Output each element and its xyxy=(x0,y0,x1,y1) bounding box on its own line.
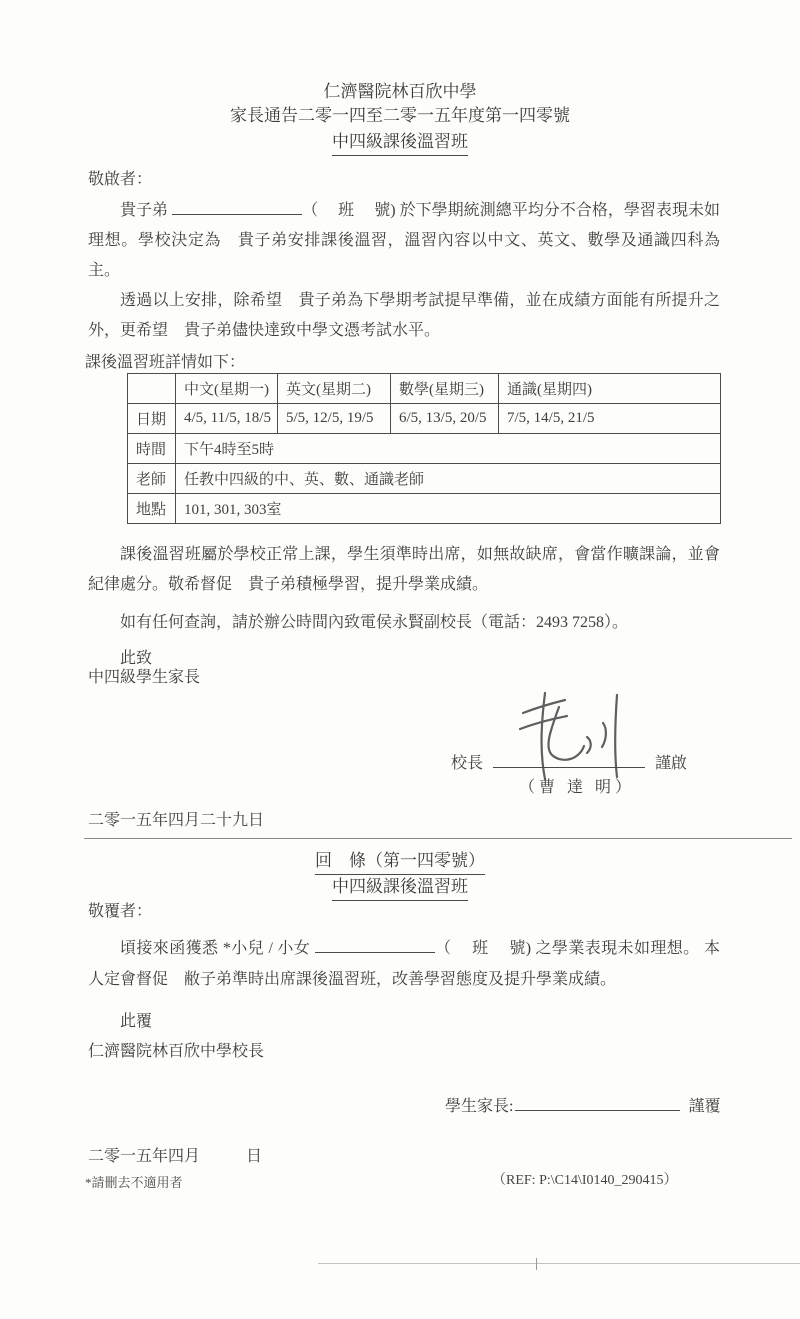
school-name: 仁濟醫院林百欣中學 xyxy=(323,82,477,101)
paragraph-1-lead: 貴子弟 xyxy=(120,202,173,219)
row-label-teacher: 老師 xyxy=(128,464,176,494)
paragraph-3: 課後溫習班屬於學校正常上課，學生須準時出席，如無故缺席，會當作曠課論，並會紀律處分。敬希督促 貴子弟積極學習，提升學業成績。 xyxy=(88,546,720,593)
principal-signature-line xyxy=(493,753,645,768)
section-divider xyxy=(84,838,792,839)
paragraph-4: 如有任何查詢，請於辦公時間內致電侯永賢副校長（電話：2493 7258）。 xyxy=(120,614,629,631)
schedule-header-chinese: 中文(星期一) xyxy=(176,374,278,404)
date-cell-english: 5/5, 12/5, 19/5 xyxy=(278,404,391,434)
teacher-cell: 任教中四級的中、英、數、通識老師 xyxy=(176,464,721,494)
paragraph-1-rest: （ 班 號) 於下學期統測總平均分不合格，學習表現未如理想。學校決定為 貴子弟安排課後溫習，溫習內容以中文、英文、數學及通識四科為主。 xyxy=(88,202,720,279)
delete-inapplicable-footnote: *請刪去不適用者 xyxy=(85,1175,183,1190)
time-cell: 下午4時至5時 xyxy=(176,434,721,464)
date-cell-ls: 7/5, 14/5, 21/5 xyxy=(499,404,721,434)
letter-title-line xyxy=(0,130,800,156)
letter-title: 中四級課後溫習班 xyxy=(332,130,468,156)
schedule-header-maths: 數學(星期三) xyxy=(391,374,499,404)
reply-subtitle: 中四級課後溫習班 xyxy=(332,875,468,901)
notice-number: 家長通告二零一四至二零一五年度第一四零號 xyxy=(230,106,570,125)
file-reference: （REF: P:\C14\I0140_290415） xyxy=(492,1173,678,1188)
schedule-row-venue xyxy=(128,494,721,524)
reply-title-line1 xyxy=(0,849,800,875)
date-cell-maths: 6/5, 13/5, 20/5 xyxy=(391,404,499,434)
parent-signature-blank xyxy=(515,1096,680,1111)
letter-closing: 此致 xyxy=(120,650,153,667)
reply-date xyxy=(88,1143,262,1166)
principal-name: （曹 達 明） xyxy=(519,779,636,796)
row-label-date: 日期 xyxy=(128,404,176,434)
schedule-table xyxy=(127,373,721,524)
student-name-blank xyxy=(172,200,302,215)
date-cell-chinese: 4/5, 11/5, 18/5 xyxy=(176,404,278,434)
reply-salutation: 敬覆者： xyxy=(88,903,153,920)
schedule-row-teacher xyxy=(128,464,721,494)
schedule-row-date xyxy=(128,404,721,434)
reply-date-suffix: 日 xyxy=(246,1148,263,1165)
schedule-header-row xyxy=(128,374,721,404)
scan-artifact-tick xyxy=(536,1258,537,1270)
reply-addressee: 仁濟醫院林百欣中學校長 xyxy=(88,1043,265,1060)
schedule-header-empty xyxy=(128,374,176,404)
parent-signature-row xyxy=(445,1093,720,1116)
schedule-header-english: 英文(星期二) xyxy=(278,374,391,404)
reply-closing: 此覆 xyxy=(120,1013,153,1030)
row-label-time: 時間 xyxy=(128,434,176,464)
venue-cell: 101, 301, 303室 xyxy=(176,494,721,524)
reply-header xyxy=(0,849,800,901)
child-name-blank xyxy=(315,938,435,953)
reply-title: 回 條（第一四零號） xyxy=(315,849,485,875)
table-intro: 課後溫習班詳情如下： xyxy=(85,354,246,371)
paragraph-1 xyxy=(88,196,720,286)
principal-signature-row xyxy=(451,750,687,773)
paragraph-2: 透過以上安排，除希望 貴子弟為下學期考試提早準備，並在成績方面能有所提升之外，更希望 貴子弟儘快達致中學文憑考試水平。 xyxy=(88,292,720,339)
parent-label: 學生家長: xyxy=(445,1098,514,1115)
schedule-row-time xyxy=(128,434,721,464)
row-label-venue: 地點 xyxy=(128,494,176,524)
parent-sign-suffix: 謹覆 xyxy=(688,1098,721,1115)
reply-paragraph-lead: 頃接來函獲悉 *小兒 / 小女 xyxy=(120,940,315,957)
principal-sign-suffix: 謹啟 xyxy=(655,755,688,772)
principal-signature xyxy=(499,689,641,781)
scan-artifact-line xyxy=(318,1263,800,1264)
salutation: 敬啟者： xyxy=(88,171,153,188)
reply-date-prefix: 二零一五年四月 xyxy=(88,1148,201,1165)
letter-addressee: 中四級學生家長 xyxy=(88,669,201,686)
reply-paragraph xyxy=(88,933,720,995)
reply-paragraph-rest: （ 班 號) 之學業表現未如理想。 本人定會督促 敝子弟準時出席課後溫習班，改善學習態度及提升學業成績。 xyxy=(88,940,720,988)
letter-header xyxy=(0,80,800,156)
letter-date: 二零一五年四月二十九日 xyxy=(88,812,265,829)
schedule-header-ls: 通識(星期四) xyxy=(499,374,721,404)
principal-label: 校長 xyxy=(451,755,484,772)
